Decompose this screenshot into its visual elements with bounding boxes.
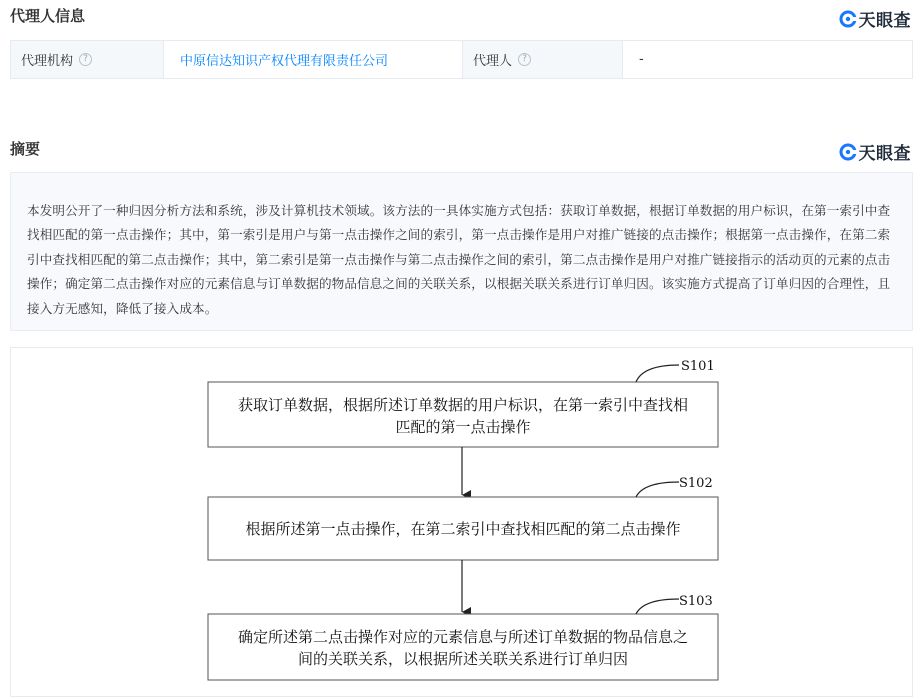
flow-step-label-leader-1 xyxy=(636,365,679,382)
agent-value: - xyxy=(639,52,644,67)
tianyancha-logo-icon xyxy=(839,10,857,28)
agency-value-cell xyxy=(163,41,462,78)
tianyancha-logo-text: 天眼查 xyxy=(858,11,911,31)
abstract-figure xyxy=(10,347,913,697)
flow-step-box-1 xyxy=(208,382,718,447)
tianyancha-logo xyxy=(839,6,912,31)
help-icon[interactable]: ? xyxy=(79,53,92,66)
agency-label: 代理机构 xyxy=(21,54,74,69)
tianyancha-logo xyxy=(839,139,912,164)
abstract-box xyxy=(10,172,913,331)
agent-value-cell xyxy=(622,41,912,78)
agent-section-title: 代理人信息 xyxy=(10,7,86,25)
flow-step-label-leader-3 xyxy=(636,599,679,614)
flow-step-label-2: S102 xyxy=(679,476,713,491)
agent-label-cell xyxy=(462,41,622,78)
abstract-text: 本发明公开了一种归因分析方法和系统，涉及计算机技术领域。该方法的一具体实施方式包括：获取订单数据，根据订单数据的用户标识，在第一索引中查找相匹配的第一点击操作；其中，第一索引是用户与第一点击操作之间的索引，第一点击操作是用户对推广链接的点击操作；根据第一点击操作，在第二索引中查找相匹配的第二点击操作；其中，第二索引是第一点击操作与第二点击操作之间的索引，第二点击操作是用户对推广链接指示的活动页的元素的点击操作；确定第二点击操作对应的元素信息与订单数据的物品信息之间的关联关系，以根据关联关系进行订单归因。该实施方式提高了订单归因的合理性，且接入方无感知，降低了接入成本。 xyxy=(27,203,891,316)
agent-label: 代理人 xyxy=(473,54,513,69)
flow-step-text-1-line-1: 获取订单数据，根据所述订单数据的用户标识，在第一索引中查找相 xyxy=(237,396,689,414)
abstract-section-title: 摘要 xyxy=(10,140,41,158)
flow-step-label-1: S101 xyxy=(681,359,715,374)
flow-step-text-1-line-2: 匹配的第一点击操作 xyxy=(395,418,531,436)
agency-link[interactable]: 中原信达知识产权代理有限责任公司 xyxy=(180,54,389,69)
tianyancha-logo-text: 天眼查 xyxy=(858,144,911,164)
flow-step-text-3-line-2: 间的关联关系，以根据所述关联关系进行订单归因 xyxy=(297,650,629,668)
tianyancha-logo-icon xyxy=(839,143,857,161)
flow-step-box-3 xyxy=(208,614,718,680)
flow-step-label-leader-2 xyxy=(636,482,679,497)
flow-step-label-3: S103 xyxy=(679,594,713,609)
agency-label-cell xyxy=(11,41,163,78)
agent-info-table xyxy=(10,40,913,79)
flowchart-diagram xyxy=(11,348,914,698)
flow-step-text-3-line-1: 确定所述第二点击操作对应的元素信息与所述订单数据的物品信息之 xyxy=(237,628,689,646)
flow-step-text-2-line-1: 根据所述第一点击操作，在第二索引中查找相匹配的第二点击操作 xyxy=(245,520,681,538)
help-icon[interactable]: ? xyxy=(518,53,531,66)
